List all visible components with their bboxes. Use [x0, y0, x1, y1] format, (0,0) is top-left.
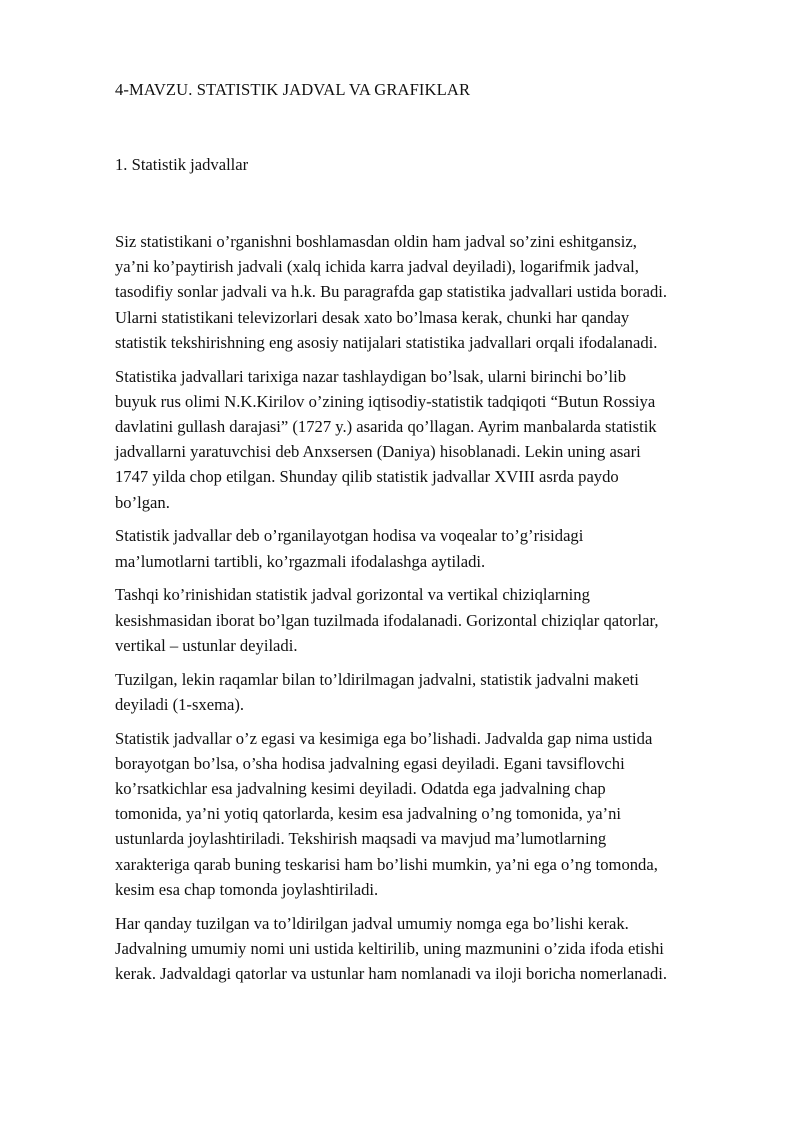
- text-line: Statistik jadvallar o’z egasi va kesimiga ega bo’lishadi. Jadvalda gap nima ustida: [115, 728, 653, 748]
- text-line: kerak. Jadvaldagi qatorlar va ustunlar ham nomlanadi va iloji boricha nomerlanadi.: [115, 964, 668, 984]
- paragraph: [115, 582, 745, 658]
- text-line: jadvallarni yaratuvchisi deb Anxsersen (Daniya) hisoblanadi. Lekin uning asari: [115, 442, 641, 462]
- text-line: Har qanday tuzilgan va to’ldirilgan jadval umumiy nomga ega bo’lishi kerak.: [115, 913, 629, 933]
- section-heading: 1. Statistik jadvallar: [115, 155, 249, 174]
- text-line: deyiladi (1-sxema).: [115, 694, 245, 714]
- text-line: tomonida, ya’ni yotiq qatorlarda, kesim esa jadvalning o’ng tomonida, ya’ni: [115, 804, 621, 824]
- text-line: Ularni statistikani televizorlari desak xato bo’lmasa kerak, chunki har qanday: [115, 307, 630, 327]
- text-line: Tuzilgan, lekin raqamlar bilan to’ldirilmagan jadvalni, statistik jadvalni maketi: [115, 669, 639, 689]
- text-line: Tashqi ko’rinishidan statistik jadval gorizontal va vertikal chiziqlarning: [115, 585, 590, 605]
- text-line: 1747 yilda chop etilgan. Shunday qilib statistik jadvallar XVIII asrda paydo: [115, 467, 619, 487]
- document-title: 4-MAVZU. STATISTIK JADVAL VA GRAFIKLAR: [115, 80, 471, 99]
- text-line: davlatini gullash darajasi” (1727 y.) asarida qo’llagan. Ayrim manbalarda statistik: [115, 417, 657, 437]
- text-line: kesishmasidan iborat bo’lgan tuzilmada ifodalanadi. Gorizontal chiziqlar qatorlar,: [115, 610, 659, 630]
- paragraph: [115, 364, 745, 515]
- text-line: statistik tekshirishning eng asosiy natijalari statistika jadvallari orqali ifodalanadi.: [115, 332, 658, 352]
- document-body: [115, 229, 745, 995]
- text-line: kesim esa chap tomonda joylashtiriladi.: [115, 879, 379, 899]
- text-line: borayotgan bo’lsa, o’sha hodisa jadvalning egasi deyiladi. Egani tavsiflovchi: [115, 753, 625, 773]
- text-line: tasodifiy sonlar jadvali va h.k. Bu paragrafda gap statistika jadvallari ustida boradi.: [115, 282, 668, 302]
- text-line: bo’lgan.: [115, 492, 170, 512]
- text-line: buyuk rus olimi N.K.Kirilov o’zining iqtisodiy-statistik tadqiqoti “Butun Rossiya: [115, 391, 656, 411]
- paragraph: [115, 229, 745, 355]
- paragraph: [115, 667, 745, 717]
- text-line: Siz statistikani o’rganishni boshlamasdan oldin ham jadval so’zini eshitgansiz,: [115, 232, 637, 251]
- text-line: ko’rsatkichlar esa jadvalning kesimi deyiladi. Odatda ega jadvalning chap: [115, 779, 606, 799]
- paragraph: [115, 911, 745, 987]
- text-line: vertikal – ustunlar deyiladi.: [115, 635, 298, 655]
- text-line: Statistika jadvallari tarixiga nazar tashlaydigan bo’lsak, ularni birinchi bo’lib: [115, 366, 627, 386]
- text-line: Jadvalning umumiy nomi uni ustida keltirilib, uning mazmunini o’zida ifoda etishi: [115, 938, 664, 958]
- paragraph: [115, 523, 745, 573]
- text-line: Statistik jadvallar deb o’rganilayotgan hodisa va voqealar to’g’risidagi: [115, 526, 584, 546]
- text-line: ustunlarda joylashtiriladi. Tekshirish maqsadi va mavjud ma’lumotlarning: [115, 829, 607, 849]
- paragraph: [115, 726, 745, 902]
- text-line: xarakteriga qarab buning teskarisi ham bo’lishi mumkin, ya’ni ega o’ng tomonda,: [115, 854, 658, 874]
- text-line: ya’ni ko’paytirish jadvali (xalq ichida karra jadval deyiladi), logarifmik jadval,: [115, 257, 639, 277]
- text-line: ma’lumotlarni tartibli, ko’rgazmali ifodalashga aytiladi.: [115, 551, 486, 571]
